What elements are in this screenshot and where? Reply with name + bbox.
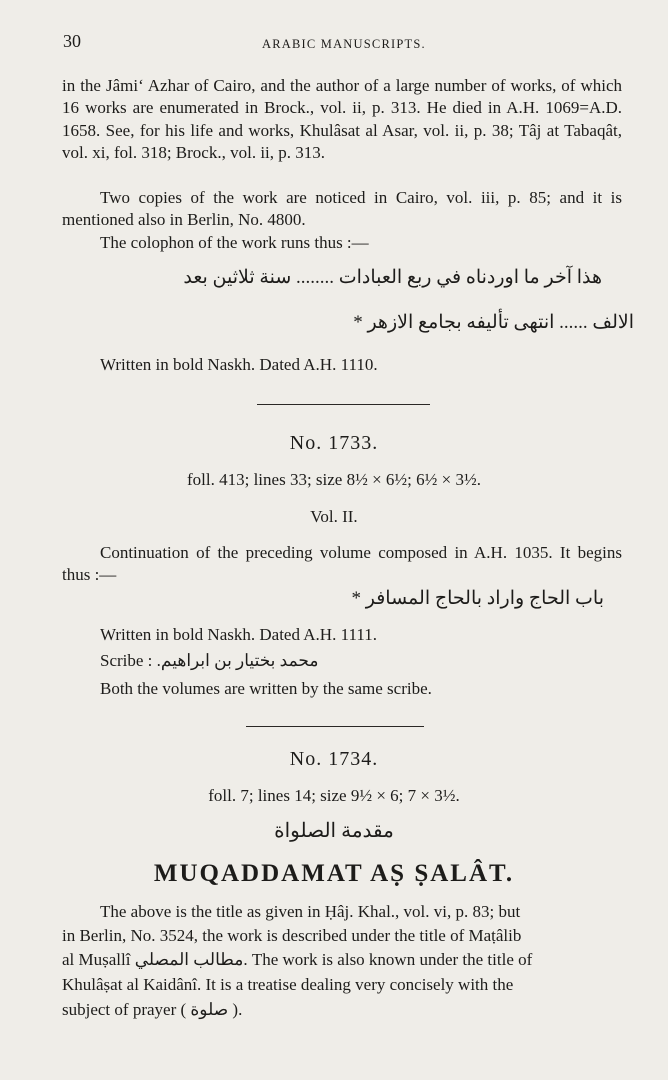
- entry-1734-line-4: Khulâṣat al Kaidânî. It is a treatise dealing very concisely with the: [62, 975, 514, 994]
- separator-rule: [257, 404, 430, 405]
- separator-rule: [246, 726, 424, 727]
- running-title: ARABIC MANUSCRIPTS.: [262, 37, 426, 51]
- entry-1734-line-1: The above is the title as given in Ḥâj. Khal., vol. vi, p. 83; but: [100, 902, 521, 921]
- page-number: 30: [63, 31, 81, 51]
- line-3-text-b: . The work is also known under the title of: [243, 950, 533, 969]
- scribe-label: Scribe :: [100, 651, 153, 670]
- line-3-text-a: al Muṣallî: [62, 950, 131, 969]
- entry-1733-volume: Vol. II.: [310, 507, 358, 526]
- entry-1734-line-3: [62, 948, 622, 972]
- entry-1733-begins-arabic: باب الحاج واراد بالحاج المسافر *: [351, 588, 604, 609]
- entry-1732-written: Written in bold Naskh. Dated A.H. 1110.: [100, 355, 378, 374]
- entry-1732-copies-paragraph: Two copies of the work are noticed in Cairo, vol. iii, p. 85; and it is mentioned also in Berlin, No. 4800.: [62, 188, 622, 230]
- entry-1734-line-2: in Berlin, No. 3524, the work is described under the title of Maṭâlib: [62, 926, 522, 945]
- line-5-text-b: ).: [232, 1000, 243, 1019]
- line-3-arabic: مطالب المصلي: [134, 950, 244, 969]
- entry-1734-meta: foll. 7; lines 14; size 9½ × 6; 7 × 3½.: [208, 786, 460, 805]
- line-5-arabic: صلوة: [190, 1000, 229, 1019]
- entry-1733-paragraph: Continuation of the preceding volume composed in A.H. 1035. It begins thus :—: [62, 543, 622, 585]
- colophon-arabic-line-2: الالف ...... انتهى تأليفه بجامع الازهر *: [353, 312, 634, 333]
- line-5-text-a: subject of prayer (: [62, 1000, 187, 1019]
- entry-1733-scribe: [62, 650, 622, 672]
- entry-1733-meta: foll. 413; lines 33; size 8½ × 6½; 6½ × 3½.: [187, 470, 481, 489]
- arabic-title-text: مقدمة الصلواة: [274, 820, 394, 842]
- entry-1734-arabic-title: [0, 818, 668, 843]
- entry-1734-title: MUQADDAMAT AṢ ṢALÂT.: [153, 860, 515, 887]
- entry-1733-written: Written in bold Naskh. Dated A.H. 1111.: [100, 625, 377, 644]
- colophon-arabic-line-1: هذا آخر ما اوردناه في ربع العبادات ........ سنة ثلاثين بعد: [183, 267, 602, 288]
- entry-1733-same-scribe: Both the volumes are written by the same scribe.: [100, 679, 432, 698]
- entry-1734-line-5: [62, 998, 622, 1022]
- entry-1732-paragraph: in the Jâmi‘ Azhar of Cairo, and the author of a large number of works, of which 16 works are enumerated in Brock., vol. ii, p. 313. He died in A.H. 1069=A.D. 1658. See, for his life and works, Khulâsat al Asar, vol. ii, p. 38; Tâj at Tabaqât, vol. xi, fol. 318; Brock., vol. ii, p. 313.: [62, 76, 622, 162]
- entry-1733-number: No. 1733.: [289, 432, 379, 454]
- entry-1734-number: No. 1734.: [289, 748, 379, 770]
- scribe-arabic: محمد بختيار بن ابراهيم.: [156, 651, 319, 670]
- colophon-intro: The colophon of the work runs thus :—: [100, 233, 369, 252]
